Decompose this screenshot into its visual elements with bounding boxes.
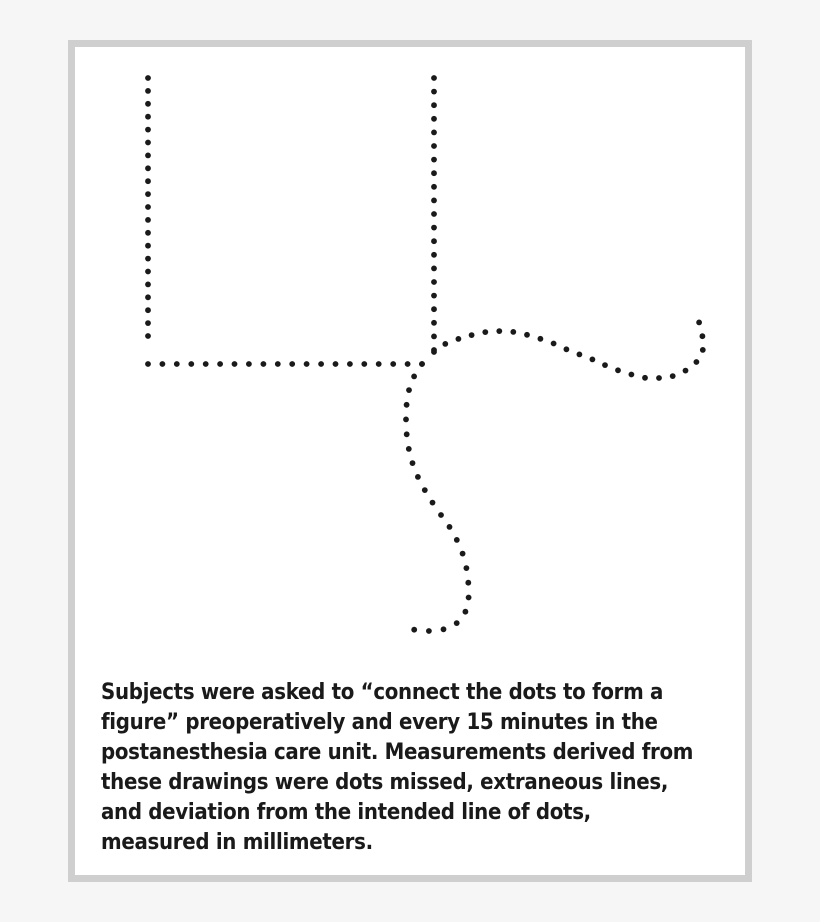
wave-curve-dot: [694, 359, 700, 365]
left-vertical-dot: [145, 204, 151, 210]
wave-curve-dot: [683, 368, 689, 374]
right-vertical-dot: [431, 266, 437, 272]
right-vertical-dot: [431, 157, 437, 163]
s-curve-dot: [410, 460, 416, 466]
right-vertical-dot: [431, 279, 437, 285]
right-vertical-dot: [431, 211, 437, 217]
horizontal-dot: [261, 361, 267, 367]
s-curve-dot: [404, 402, 410, 408]
left-vertical-dot: [145, 333, 151, 339]
horizontal-dot: [203, 361, 209, 367]
wave-curve-dot: [696, 320, 702, 326]
horizontal-dot: [275, 361, 281, 367]
horizontal-dot: [289, 361, 295, 367]
left-vertical-dot: [145, 294, 151, 300]
s-curve-dot: [463, 609, 469, 615]
s-curve-dot: [403, 417, 409, 423]
s-curve-dot: [441, 626, 447, 632]
s-curve-dot: [454, 537, 460, 543]
s-curve-dot: [464, 565, 470, 571]
horizontal-dot: [160, 361, 166, 367]
s-curve-dot: [406, 446, 412, 452]
right-vertical-dot: [431, 75, 437, 81]
s-curve-dot: [411, 627, 417, 633]
right-vertical-dot: [431, 102, 437, 108]
left-vertical-dot: [145, 153, 151, 159]
left-vertical-dot: [145, 269, 151, 275]
horizontal-dot: [347, 361, 353, 367]
right-vertical-dot: [431, 89, 437, 95]
horizontal-dot: [318, 361, 324, 367]
horizontal-dot: [304, 361, 310, 367]
left-vertical-dot: [145, 191, 151, 197]
right-vertical-dot: [431, 238, 437, 244]
left-vertical-dot: [145, 127, 151, 133]
wave-curve-dot: [496, 328, 502, 334]
wave-curve-dot: [700, 333, 706, 339]
right-vertical-dot: [431, 306, 437, 312]
s-curve-dot: [404, 431, 410, 437]
wave-curve-dot: [442, 341, 448, 347]
left-vertical-dot: [145, 243, 151, 249]
s-curve-dot: [411, 374, 417, 380]
wave-curve-dot: [670, 373, 676, 379]
horizontal-dot: [174, 361, 180, 367]
right-vertical-dot: [431, 320, 437, 326]
left-vertical-dot: [145, 178, 151, 184]
wave-curve-dot: [700, 347, 706, 353]
s-curve-dot: [454, 620, 460, 626]
s-curve-dot: [465, 580, 471, 586]
right-vertical-dot: [431, 293, 437, 299]
wave-curve-dot: [431, 349, 437, 355]
wave-curve-dot: [656, 375, 662, 381]
wave-curve-dot: [469, 332, 475, 338]
wave-curve-dot: [538, 336, 544, 342]
wave-curve-dot: [564, 346, 570, 352]
wave-curve-dot: [602, 362, 608, 368]
right-vertical-dot: [431, 198, 437, 204]
left-vertical-dot: [145, 165, 151, 171]
right-vertical-dot: [431, 143, 437, 149]
wave-curve-dot: [590, 357, 596, 363]
horizontal-dot: [145, 361, 151, 367]
horizontal-dot: [217, 361, 223, 367]
left-vertical-dot: [145, 88, 151, 94]
wave-curve-dot: [482, 329, 488, 335]
horizontal-dot: [376, 361, 382, 367]
left-vertical-dot: [145, 282, 151, 288]
wave-curve-dot: [551, 341, 557, 347]
left-vertical-dot: [145, 256, 151, 262]
s-curve-dot: [406, 387, 412, 393]
s-curve-dot: [426, 628, 432, 634]
horizontal-dot: [232, 361, 238, 367]
wave-curve-dot: [642, 375, 648, 381]
left-vertical-dot: [145, 140, 151, 146]
horizontal-dot: [188, 361, 194, 367]
s-curve-dot: [430, 500, 436, 506]
horizontal-dot: [333, 361, 339, 367]
right-vertical-dot: [431, 116, 437, 122]
left-vertical-dot: [145, 101, 151, 107]
s-curve-dot: [447, 524, 453, 530]
wave-curve-dot: [615, 367, 621, 373]
wave-curve-dot: [456, 336, 462, 342]
right-vertical-dot: [431, 225, 437, 231]
wave-curve-dot: [577, 352, 583, 358]
s-curve-dot: [415, 474, 421, 480]
horizontal-dot: [405, 361, 411, 367]
left-vertical-dot: [145, 307, 151, 313]
wave-curve-dot: [524, 332, 530, 338]
horizontal-dot: [361, 361, 367, 367]
left-vertical-dot: [145, 217, 151, 223]
wave-curve-dot: [629, 372, 635, 378]
s-curve-dot: [438, 512, 444, 518]
s-curve-dot: [422, 487, 428, 493]
horizontal-dot: [246, 361, 252, 367]
figure-caption: Subjects were asked to “connect the dots to form a figure” preoperatively and every 15 minutes in the postanesthesia care unit. Measurements derived from these drawings were dots missed, extraneous lines, and deviation from the intended line of dots, measured in millimeters.: [101, 680, 694, 855]
left-vertical-dot: [145, 230, 151, 236]
s-curve-dot: [419, 361, 425, 367]
right-vertical-dot: [431, 252, 437, 258]
s-curve-dot: [460, 551, 466, 557]
s-curve-dot: [466, 595, 472, 601]
right-vertical-dot: [431, 184, 437, 190]
right-vertical-dot: [431, 130, 437, 136]
horizontal-dot: [390, 361, 396, 367]
left-vertical-dot: [145, 114, 151, 120]
wave-curve-dot: [510, 329, 516, 335]
right-vertical-dot: [431, 170, 437, 176]
dot-pattern: [145, 75, 706, 634]
left-vertical-dot: [145, 75, 151, 81]
left-vertical-dot: [145, 320, 151, 326]
right-vertical-dot: [431, 334, 437, 340]
